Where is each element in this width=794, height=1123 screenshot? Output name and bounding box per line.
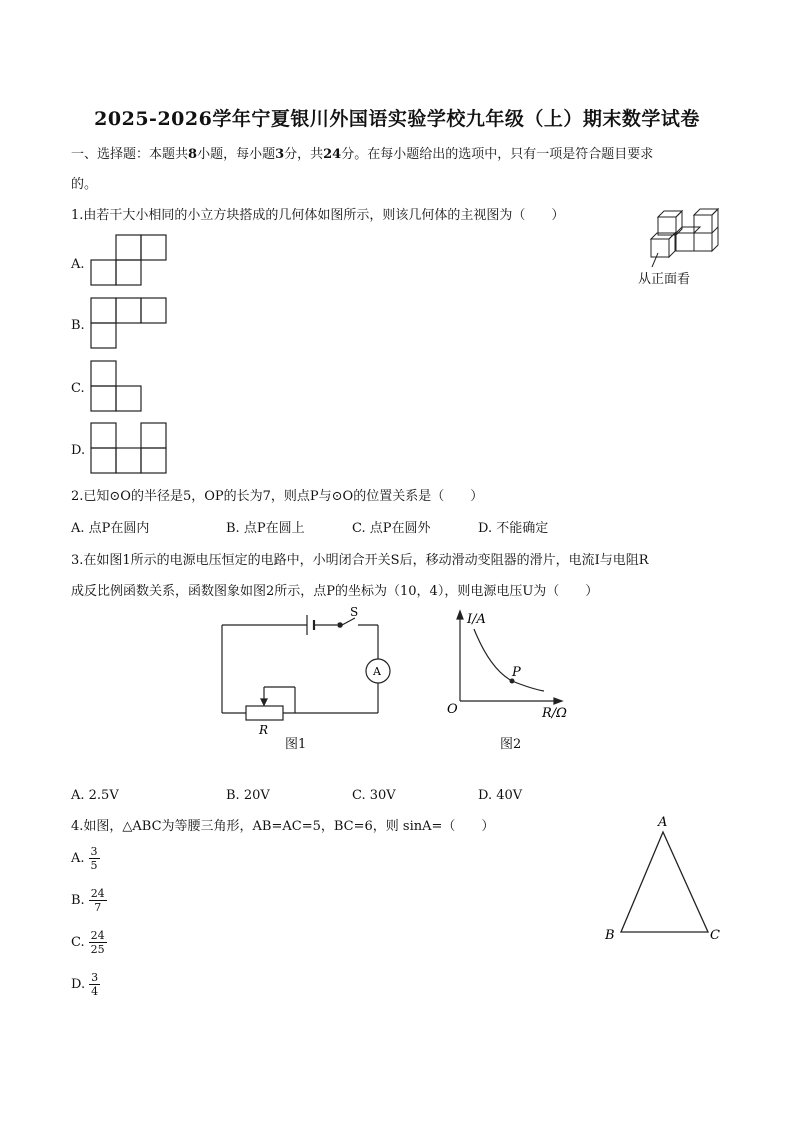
ammeter-label: A xyxy=(373,665,381,678)
q4-triangle-figure xyxy=(600,812,730,947)
graph-y-label: I/A xyxy=(467,612,486,627)
q4-option-a: A. $\frac{3}{5}$ xyxy=(71,845,98,872)
fig2-caption: 图2 xyxy=(500,737,522,752)
q3-graph-figure xyxy=(440,607,580,722)
q3-stem-line1: 3.在如图1所示的电源电压恒定的电路中，小明闭合开关S后，移动滑动变阻器的滑片，电流I与电阻R xyxy=(71,553,649,568)
q4-option-b: B. $\frac{24}{7}$ xyxy=(71,887,105,914)
q2-option-b: B. 点P在圆上 xyxy=(226,521,305,536)
q1-option-d-figure xyxy=(90,422,170,477)
q1-option-d-label: D. xyxy=(71,443,86,458)
switch-label: S xyxy=(350,605,359,619)
section-instruction: 一、选择题：本题共8小题，每小题3分，共24分。在每小题给出的选项中，只有一项是符合题目要求 xyxy=(71,147,654,162)
q4-option-d: D. $\frac{3}{4}$ xyxy=(71,971,99,998)
q4-option-c-fraction: $\frac{24}{25}$ xyxy=(90,929,105,956)
q1-view-label: 从正面看 xyxy=(638,272,691,287)
q4-stem: 4.如图，△ABC为等腰三角形，AB=AC=5，BC=6，则 sinA=（ ） xyxy=(71,819,495,834)
fig1-caption: 图1 xyxy=(285,737,307,752)
section-instruction-cont: 的。 xyxy=(71,177,98,192)
q1-option-b-label: B. xyxy=(71,318,85,333)
q3-option-a: A. 2.5V xyxy=(71,788,119,803)
q3-option-d: D. 40V xyxy=(478,788,523,803)
q1-option-c-figure xyxy=(90,360,170,415)
q4-option-a-fraction: $\frac{3}{5}$ xyxy=(90,845,98,872)
graph-point-label: P xyxy=(512,665,521,680)
q1-option-a-figure xyxy=(90,234,170,289)
q3-stem-line2: 成反比例函数关系，函数图象如图2所示，点P的坐标为（10，4），则电源电压U为（ ） xyxy=(71,584,599,599)
q3-option-b: B. 20V xyxy=(226,788,270,803)
graph-origin-label: O xyxy=(447,702,458,717)
q4-option-c: C. $\frac{24}{25}$ xyxy=(71,929,105,956)
q1-solid-figure xyxy=(640,205,730,265)
q4-option-d-fraction: $\frac{3}{4}$ xyxy=(91,971,99,998)
q2-stem: 2.已知⊙O的半径是5，OP的长为7，则点P与⊙O的位置关系是（ ） xyxy=(71,489,484,504)
q1-option-b-figure xyxy=(90,297,170,352)
q4-option-b-fraction: $\frac{24}{7}$ xyxy=(90,887,105,914)
vertex-b-label: B xyxy=(605,928,615,943)
q2-option-d: D. 不能确定 xyxy=(478,521,549,536)
q3-option-c: C. 30V xyxy=(352,788,396,803)
resistor-label: R xyxy=(259,723,269,737)
vertex-a-label: A xyxy=(658,815,668,830)
q2-option-c: C. 点P在圆外 xyxy=(352,521,431,536)
graph-x-label: R/Ω xyxy=(542,706,567,721)
q1-option-c-label: C. xyxy=(71,381,85,396)
q2-option-a: A. 点P在圆内 xyxy=(71,521,150,536)
q1-option-a-label: A. xyxy=(71,257,85,272)
page-title: 2025-2026学年宁夏银川外国语实验学校九年级（上）期末数学试卷 xyxy=(94,108,700,130)
q1-stem: 1.由若干大小相同的小立方块搭成的几何体如图所示，则该几何体的主视图为（ ） xyxy=(71,208,565,223)
vertex-c-label: C xyxy=(710,928,720,943)
q3-circuit-figure xyxy=(215,603,395,743)
